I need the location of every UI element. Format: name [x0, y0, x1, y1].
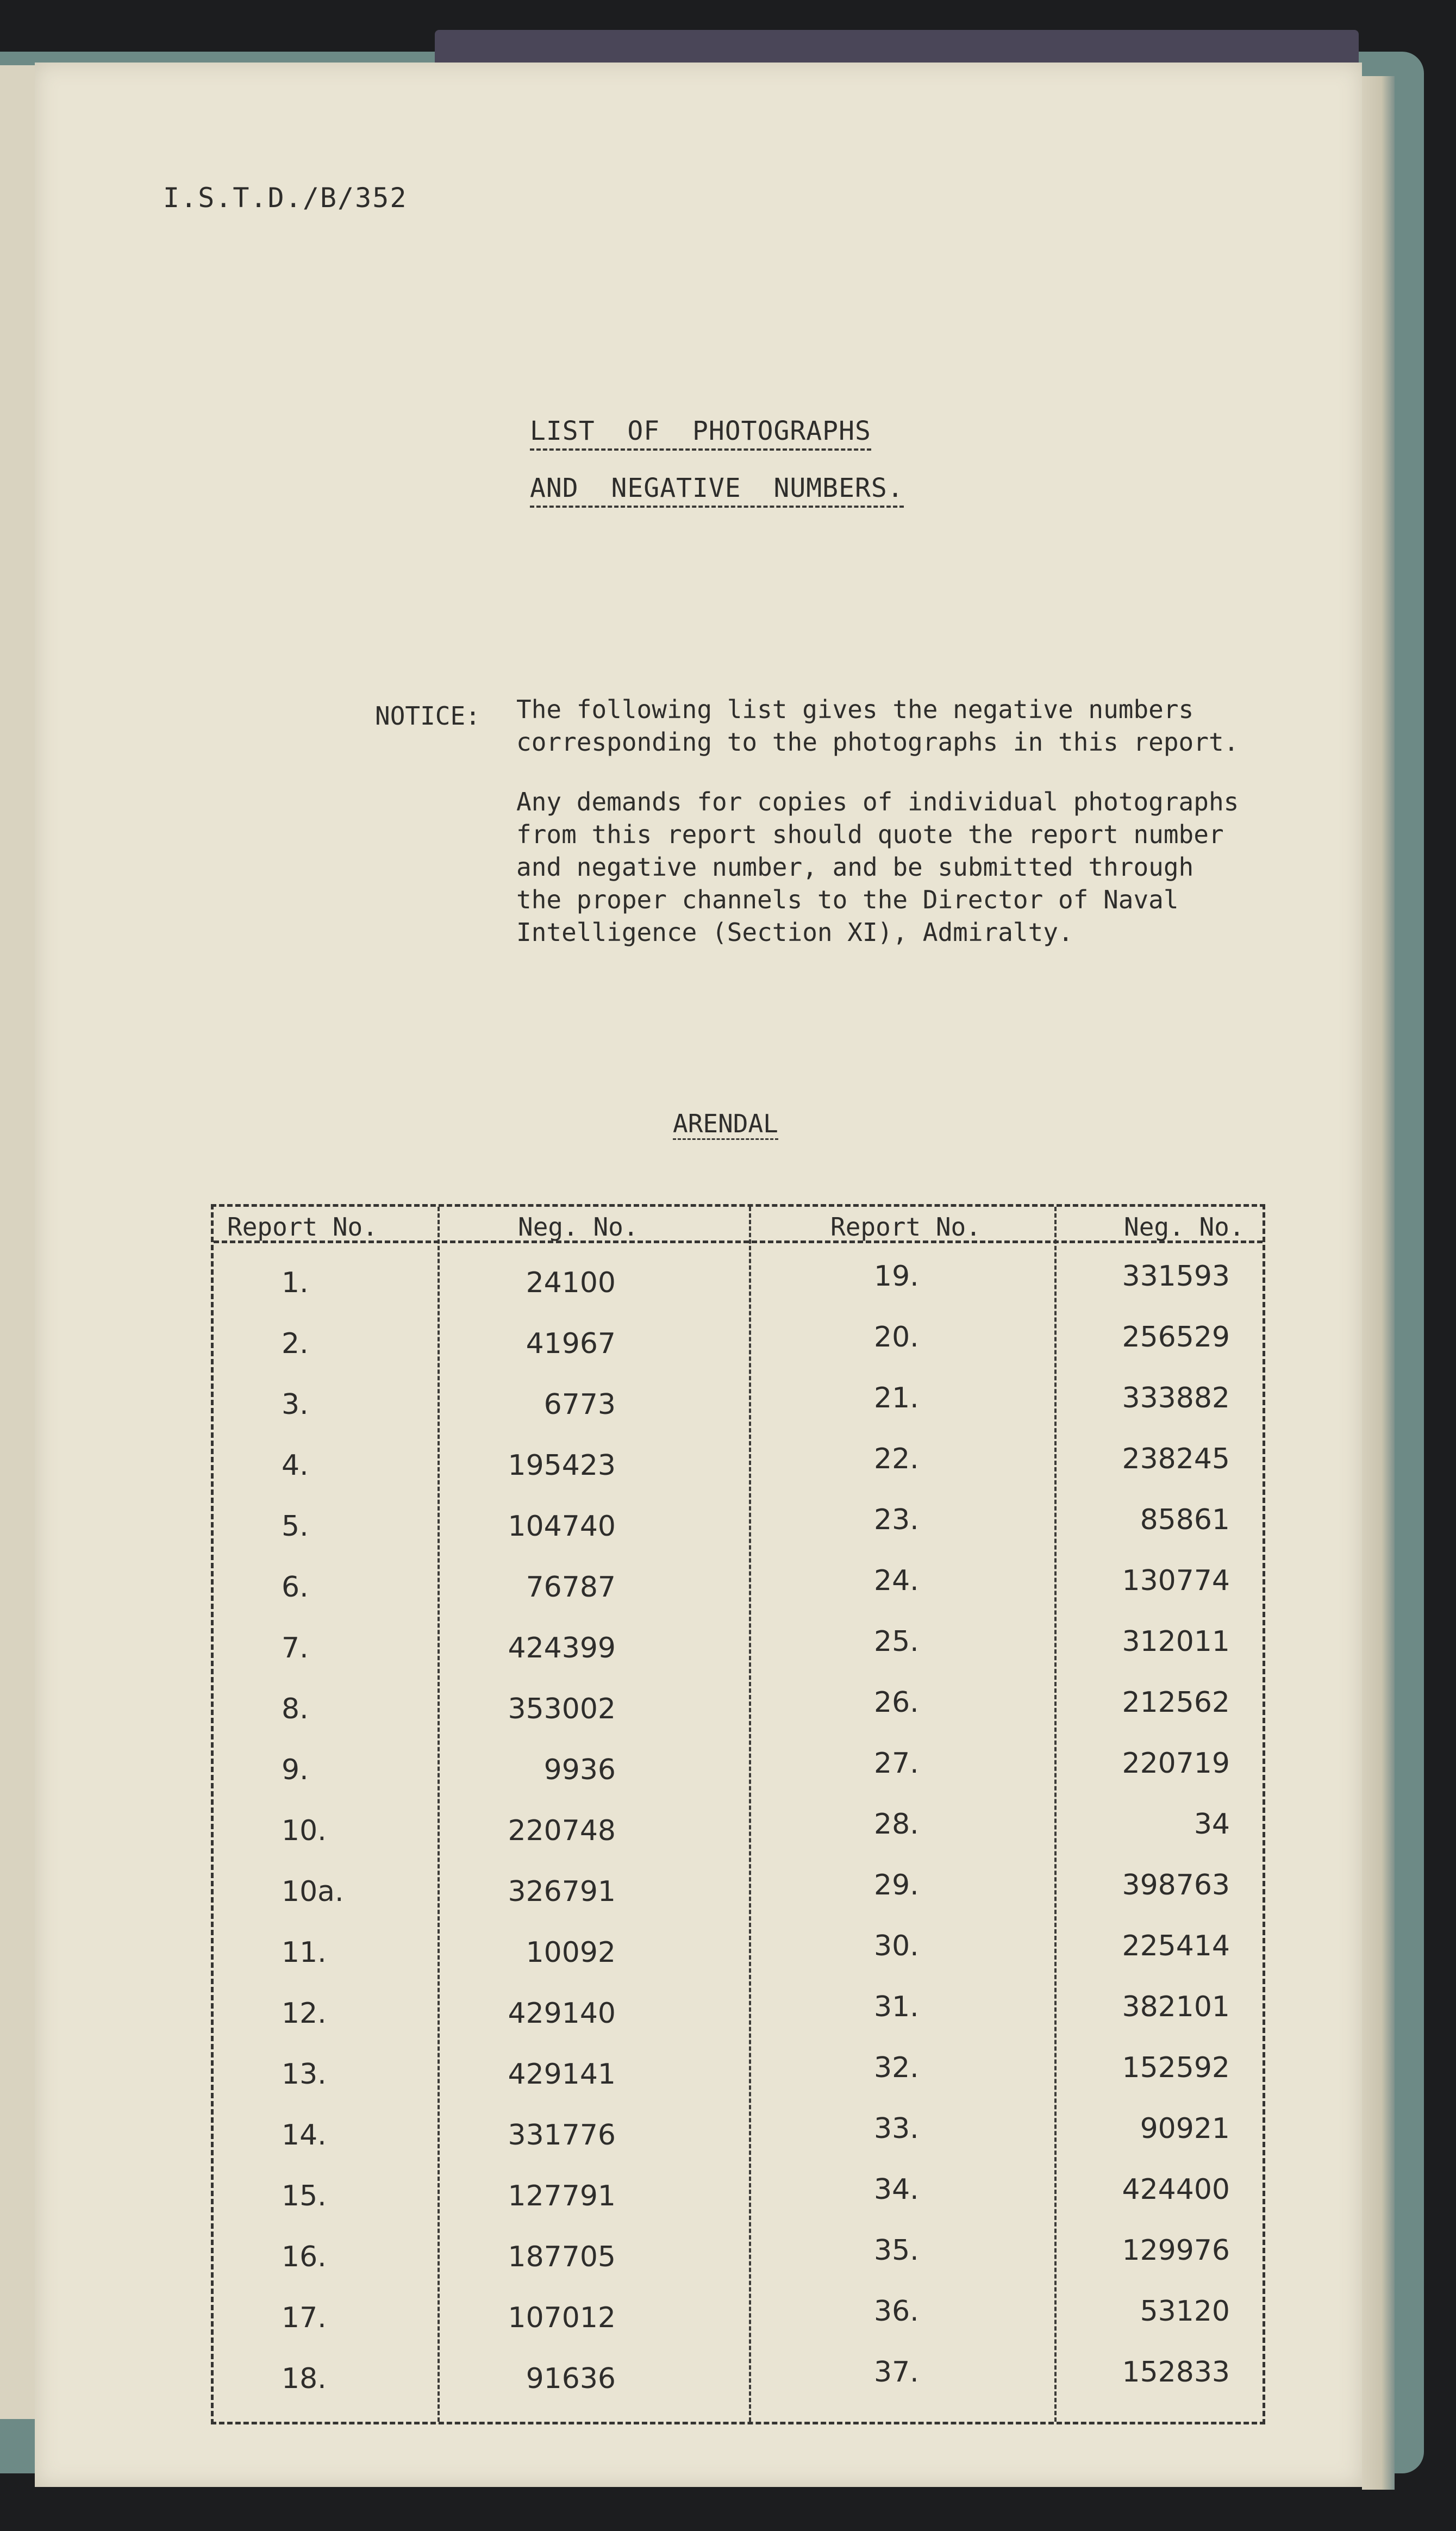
report-number-cell: 26. [874, 1686, 919, 1719]
report-number-cell: 27. [874, 1747, 919, 1780]
report-number-cell: 24. [874, 1564, 919, 1597]
negative-number-cell: 424399 [508, 1632, 616, 1665]
header-report-no-right: Report No. [830, 1212, 981, 1242]
header-report-no-left: Report No. [227, 1212, 378, 1242]
column-divider [1054, 1207, 1057, 2422]
report-number-cell: 25. [874, 1625, 919, 1658]
report-number-cell: 10a. [282, 1875, 344, 1908]
report-number-cell: 34. [874, 2173, 919, 2206]
negative-number-cell: 53120 [1140, 2295, 1230, 2328]
negative-number-cell: 429140 [508, 1997, 616, 2030]
report-number-cell: 12. [282, 1997, 327, 2030]
report-number-cell: 36. [874, 2295, 919, 2328]
report-number-cell: 3. [282, 1388, 309, 1421]
report-number-cell: 13. [282, 2058, 327, 2091]
negative-number-cell: 225414 [1122, 1930, 1230, 1962]
report-number-cell: 7. [282, 1632, 309, 1665]
negative-number-cell: 130774 [1122, 1564, 1230, 1597]
negative-number-cell: 429141 [508, 2058, 616, 2091]
negative-number-cell: 333882 [1122, 1382, 1230, 1414]
report-number-cell: 5. [282, 1510, 309, 1543]
negative-number-cell: 398763 [1122, 1869, 1230, 1902]
negative-number-cell: 34 [1193, 1808, 1230, 1841]
column-divider [749, 1207, 751, 2422]
report-number-cell: 18. [282, 2362, 327, 2395]
negative-number-cell: 256529 [1122, 1321, 1230, 1354]
report-number-cell: 17. [282, 2302, 327, 2334]
report-number-cell: 35. [874, 2234, 919, 2267]
negative-number-cell: 331776 [508, 2119, 616, 2152]
negative-number-cell: 152833 [1122, 2356, 1230, 2389]
section-heading: ARENDAL [673, 1109, 778, 1140]
report-number-cell: 9. [282, 1754, 309, 1786]
report-number-cell: 16. [282, 2241, 327, 2273]
report-number-cell: 29. [874, 1869, 919, 1902]
negative-number-cell: 91636 [526, 2362, 616, 2395]
negative-number-cell: 24100 [526, 1267, 616, 1299]
negative-number-cell: 220719 [1122, 1747, 1230, 1780]
report-number-cell: 23. [874, 1504, 919, 1536]
negative-number-cell: 331593 [1122, 1260, 1230, 1293]
negative-number-cell: 41967 [526, 1327, 616, 1360]
negative-number-cell: 220748 [508, 1815, 616, 1847]
header-neg-no-right: Neg. No. [1124, 1212, 1245, 1242]
report-number-cell: 32. [874, 2052, 919, 2084]
report-number-cell: 1. [282, 1267, 309, 1299]
report-number-cell: 8. [282, 1693, 309, 1725]
report-number-cell: 10. [282, 1815, 327, 1847]
document-reference: I.S.T.D./B/352 [163, 182, 408, 214]
report-number-cell: 28. [874, 1808, 919, 1841]
report-number-cell: 4. [282, 1449, 309, 1482]
negative-number-cell: 424400 [1122, 2173, 1230, 2206]
negative-number-cell: 326791 [508, 1875, 616, 1908]
negative-number-cell: 76787 [526, 1571, 616, 1604]
report-number-cell: 30. [874, 1930, 919, 1962]
negative-number-cell: 382101 [1122, 1991, 1230, 2023]
negative-number-cell: 10092 [526, 1936, 616, 1969]
report-number-cell: 14. [282, 2119, 327, 2152]
right-page-stack [1362, 76, 1395, 2490]
report-number-cell: 37. [874, 2356, 919, 2389]
negative-number-cell: 85861 [1140, 1504, 1230, 1536]
negative-number-cell: 187705 [508, 2241, 616, 2273]
negative-number-cell: 6773 [543, 1388, 616, 1421]
report-number-cell: 21. [874, 1382, 919, 1414]
title-line-2: AND NEGATIVE NUMBERS. [530, 473, 904, 508]
report-number-cell: 19. [874, 1260, 919, 1293]
notice-paragraph-2: Any demands for copies of individual photographs from this report should quote the report number and negative number, and be submitted through the proper channels to the Director of Naval Intelligence (Section XI), Admiralty. [516, 787, 1239, 947]
negative-number-cell: 104740 [508, 1510, 616, 1543]
negative-number-cell: 212562 [1122, 1686, 1230, 1719]
notice-paragraph-1: The following list gives the negative numbers corresponding to the photographs in this report. [516, 695, 1239, 757]
report-number-cell: 6. [282, 1571, 309, 1604]
negative-number-cell: 107012 [508, 2302, 616, 2334]
report-number-cell: 11. [282, 1936, 327, 1969]
report-number-cell: 22. [874, 1443, 919, 1475]
negatives-table [211, 1204, 1265, 2424]
negative-number-cell: 90921 [1140, 2112, 1230, 2145]
report-number-cell: 2. [282, 1327, 309, 1360]
negative-number-cell: 127791 [508, 2180, 616, 2212]
header-neg-no-left: Neg. No. [518, 1212, 639, 1242]
negative-number-cell: 9936 [543, 1754, 616, 1786]
negative-number-cell: 152592 [1122, 2052, 1230, 2084]
negative-number-cell: 129976 [1122, 2234, 1230, 2267]
notice-label: NOTICE: [375, 701, 480, 731]
report-number-cell: 20. [874, 1321, 919, 1354]
negative-number-cell: 195423 [508, 1449, 616, 1482]
report-number-cell: 15. [282, 2180, 327, 2212]
left-page-edge [0, 65, 36, 2419]
column-divider [438, 1207, 440, 2422]
title-line-1: LIST OF PHOTOGRAPHS [530, 416, 871, 451]
report-number-cell: 31. [874, 1991, 919, 2023]
negative-number-cell: 238245 [1122, 1443, 1230, 1475]
negative-number-cell: 312011 [1122, 1625, 1230, 1658]
report-number-cell: 33. [874, 2112, 919, 2145]
negative-number-cell: 353002 [508, 1693, 616, 1725]
